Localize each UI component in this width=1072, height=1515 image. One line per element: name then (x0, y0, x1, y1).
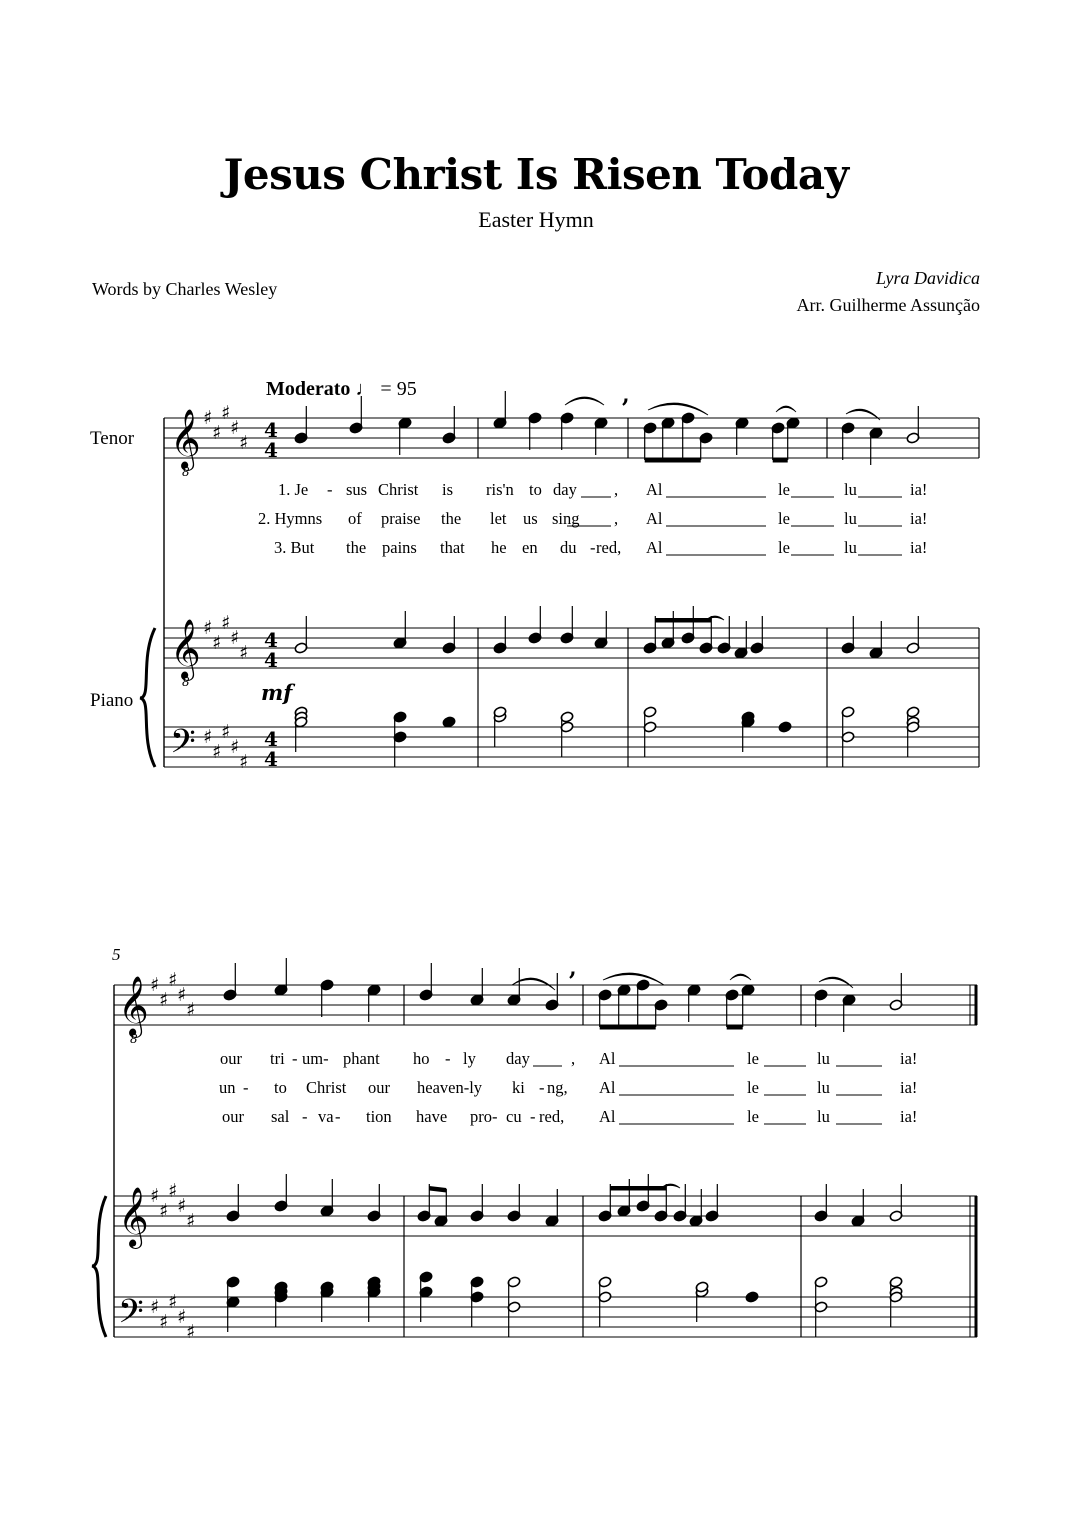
sharp-icon: ♯ (239, 432, 249, 454)
lyric-syllable: sal (271, 1107, 290, 1126)
lyric-syllable: sus (346, 480, 368, 499)
lyric-syllable: have (416, 1107, 448, 1126)
time-sig-top: 4 (264, 727, 278, 751)
lyric-syllable: le (778, 509, 790, 528)
lyric-syllable: of (348, 509, 362, 528)
lyric-syllable: - (335, 1107, 341, 1126)
time-sig-top: 4 (264, 628, 278, 652)
sharp-icon: ♯ (212, 632, 222, 654)
lyric-syllable: le (778, 480, 790, 499)
sharp-icon: ♯ (230, 736, 240, 758)
sharp-icon: ♯ (177, 1306, 187, 1328)
sharp-icon: ♯ (221, 612, 231, 634)
dynamic-marking: mf (261, 680, 293, 705)
lyric-syllable: day (506, 1049, 530, 1068)
lyric-syllable: - (327, 480, 333, 499)
sharp-icon: ♯ (221, 721, 231, 743)
time-sig-bottom: 4 (264, 438, 278, 462)
time-sig-bottom: 4 (264, 747, 278, 771)
breath-mark: , (569, 955, 577, 981)
lyric-syllable: , (571, 1049, 576, 1068)
lyric-syllable: 3. But (274, 538, 315, 557)
lyric-syllable: ia! (900, 1049, 918, 1068)
lyric-syllable: day (553, 480, 577, 499)
beam (773, 458, 788, 463)
sharp-icon: ♯ (221, 402, 231, 424)
lyric-syllable: le (747, 1049, 759, 1068)
sharp-icon: ♯ (230, 627, 240, 649)
quarter-note (745, 1291, 759, 1303)
lyric-syllable: Al (599, 1049, 616, 1068)
lyric-syllable: us (523, 509, 538, 528)
sharp-icon: ♯ (150, 1296, 160, 1318)
lyric-syllable: Al (599, 1078, 616, 1097)
lyric-syllable: le (747, 1078, 759, 1097)
lyric-syllable: - (530, 1107, 536, 1126)
lyric-syllable: the (346, 538, 367, 557)
lyric-syllable: Christ (378, 480, 419, 499)
beam (429, 1186, 446, 1193)
lyric-syllable: 2. Hymns (258, 509, 323, 528)
lyric-syllable: ly (463, 1049, 476, 1068)
lyric-syllable: Al (646, 538, 663, 557)
piano-label: Piano (90, 690, 134, 711)
lyric-syllable: lu (817, 1049, 830, 1068)
lyric-syllable: heaven-ly (417, 1078, 483, 1097)
lyricist-credit: Words by Charles Wesley (92, 279, 278, 299)
sharp-icon: ♯ (212, 422, 222, 444)
lyric-syllable: tri (270, 1049, 285, 1068)
sharp-icon: ♯ (159, 1311, 169, 1333)
piano-brace (140, 628, 155, 767)
lyric-syllable: ia! (900, 1078, 918, 1097)
beam (645, 458, 701, 463)
beam (727, 1025, 743, 1030)
lyric-syllable: ki (512, 1078, 525, 1097)
lyric-syllable: let (490, 509, 507, 528)
treble-clef-icon: 𝄞 (170, 409, 201, 469)
sharp-icon: ♯ (150, 974, 160, 996)
lyric-syllable: lu (817, 1107, 830, 1126)
sharp-icon: ♯ (159, 989, 169, 1011)
lyric-syllable: ia! (900, 1107, 918, 1126)
lyric-syllable: our (222, 1107, 244, 1126)
lyric-syllable: is (442, 480, 454, 499)
piano-brace (92, 1196, 106, 1337)
lyric-syllable: our (368, 1078, 390, 1097)
octave-mark: 8 (182, 465, 190, 479)
breath-mark: , (622, 382, 630, 408)
bass-clef-icon: 𝄢 (118, 1293, 144, 1339)
quarter-note-icon: ♩ (355, 378, 376, 400)
time-sig-bottom: 4 (264, 648, 278, 672)
treble-clef-icon: 𝄞 (170, 619, 201, 679)
slur (776, 406, 796, 412)
sharp-icon: ♯ (203, 617, 213, 639)
tenor-label: Tenor (90, 428, 135, 449)
lyric-syllable: cu (506, 1107, 522, 1126)
lyric-syllable: - (292, 1049, 298, 1068)
lyric-syllable: sing (552, 509, 580, 528)
lyric-syllable: ia! (910, 538, 928, 557)
lyric-syllable: Al (599, 1107, 616, 1126)
slur (565, 397, 604, 405)
octave-mark: 8 (130, 1032, 138, 1046)
treble-clef-icon: 𝄞 (118, 976, 149, 1036)
lyric-syllable: le (778, 538, 790, 557)
lyric-syllable: that (440, 538, 465, 557)
lyric-syllable: Al (646, 509, 663, 528)
sharp-icon: ♯ (177, 984, 187, 1006)
lyric-syllable: he (491, 538, 507, 557)
arranger-credit: Arr. Guilherme Assunção (796, 295, 980, 315)
lyric-syllable: , (614, 509, 619, 528)
lyric-syllable: Christ (306, 1078, 347, 1097)
lyric-syllable: ia! (910, 509, 928, 528)
sharp-icon: ♯ (186, 1321, 196, 1343)
lyric-syllable: ris'n (486, 480, 514, 499)
lyric-syllable: le (747, 1107, 759, 1126)
sharp-icon: ♯ (212, 741, 222, 763)
lyric-syllable: lu (817, 1078, 830, 1097)
lyric-syllable: ia! (910, 480, 928, 499)
tempo-word: Moderato (266, 378, 351, 400)
tempo-bpm: = 95 (380, 378, 417, 400)
beam (610, 1186, 666, 1191)
lyric-syllable: - (590, 538, 596, 557)
sharp-icon: ♯ (168, 969, 178, 991)
sharp-icon: ♯ (168, 1291, 178, 1313)
lyric-syllable: to (529, 480, 542, 499)
composer-source: Lyra Davidica (876, 268, 980, 288)
lyric-syllable: va (318, 1107, 334, 1126)
slur (730, 974, 751, 980)
sharp-icon: ♯ (186, 1210, 196, 1232)
slur (512, 978, 555, 990)
sharp-icon: ♯ (159, 1200, 169, 1222)
sharp-icon: ♯ (186, 999, 196, 1021)
score-subtitle: Easter Hymn (478, 207, 594, 232)
lyric-syllable: - (302, 1107, 308, 1126)
lyric-syllable: our (220, 1049, 242, 1068)
lyric-syllable: tion (366, 1107, 392, 1126)
lyric-syllable: um- (302, 1049, 329, 1068)
lyric-syllable: phant (343, 1049, 380, 1068)
lyric-syllable: lu (844, 509, 857, 528)
lyric-syllable: to (274, 1078, 287, 1097)
bass-clef-icon: 𝄢 (170, 723, 196, 769)
sharp-icon: ♯ (203, 726, 213, 748)
lyric-syllable: pro- (470, 1107, 498, 1126)
lyric-syllable: ng, (547, 1078, 568, 1097)
lyric-syllable: - (445, 1049, 451, 1068)
sharp-icon: ♯ (150, 1185, 160, 1207)
slur (648, 403, 708, 415)
sharp-icon: ♯ (239, 642, 249, 664)
sharp-icon: ♯ (239, 751, 249, 773)
lyric-syllable: lu (844, 538, 857, 557)
lyric-syllable: 1. Je (278, 480, 309, 499)
sharp-icon: ♯ (168, 1180, 178, 1202)
lyric-syllable: pains (382, 538, 417, 557)
lyric-syllable: Al (646, 480, 663, 499)
slur (819, 977, 853, 988)
lyric-syllable: ho (413, 1049, 430, 1068)
beam (600, 1025, 656, 1030)
octave-mark: 8 (182, 675, 190, 689)
lyric-syllable: - (539, 1078, 545, 1097)
measure-number: 5 (112, 945, 121, 964)
time-sig-top: 4 (264, 418, 278, 442)
slur (603, 973, 664, 985)
lyric-syllable: un (219, 1078, 236, 1097)
lyric-syllable: lu (844, 480, 857, 499)
beam (655, 618, 711, 623)
lyric-syllable: du (560, 538, 577, 557)
lyric-syllable: red, (596, 538, 622, 557)
quarter-note (442, 716, 456, 728)
sharp-icon: ♯ (230, 417, 240, 439)
quarter-note (778, 721, 792, 733)
lyric-syllable: en (522, 538, 538, 557)
lyric-syllable: red, (539, 1107, 565, 1126)
treble-clef-icon: 𝄞 (118, 1187, 149, 1247)
lyric-syllable: - (243, 1078, 249, 1097)
lyric-syllable: , (614, 480, 619, 499)
lyric-syllable: praise (381, 509, 421, 528)
sharp-icon: ♯ (177, 1195, 187, 1217)
lyric-syllable: the (441, 509, 462, 528)
score-title: Jesus Christ Is Risen Today (223, 150, 849, 199)
sharp-icon: ♯ (203, 407, 213, 429)
